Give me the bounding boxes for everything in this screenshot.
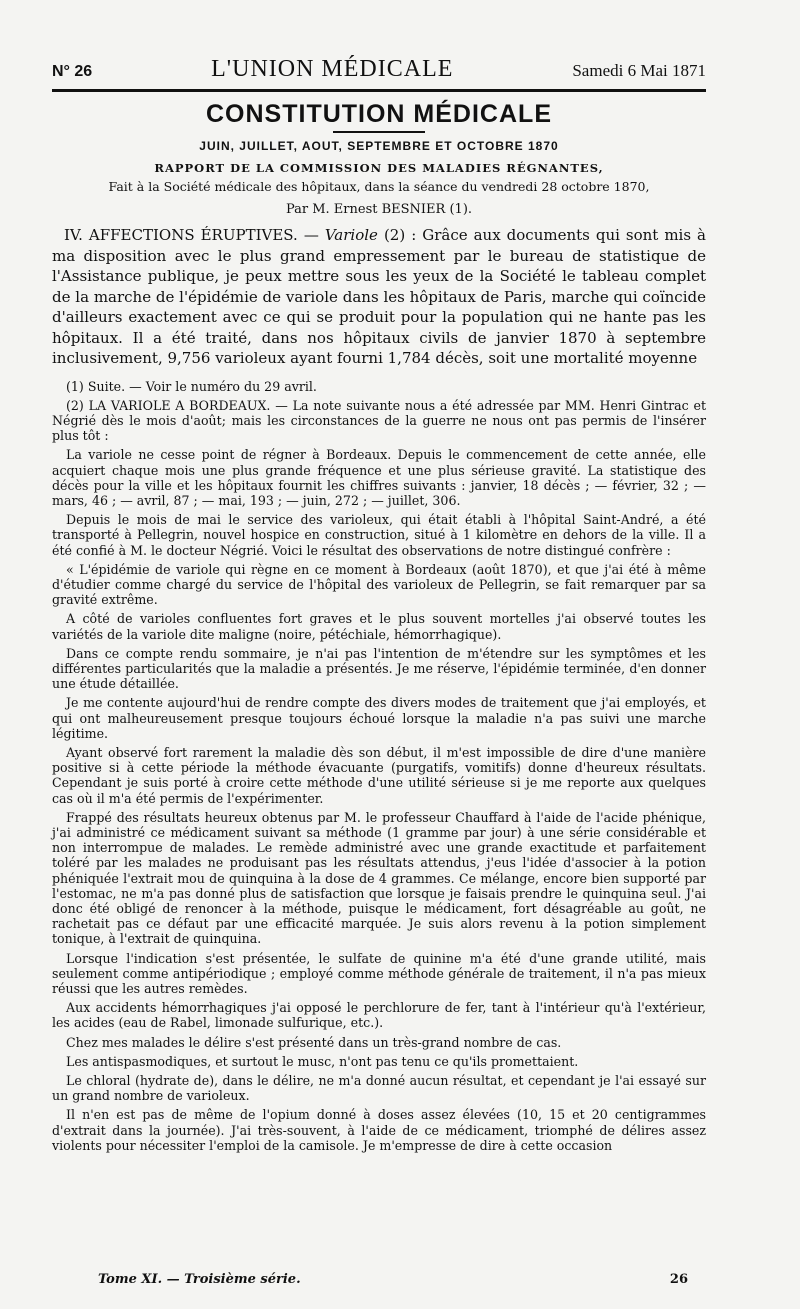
section-heading: IV. AFFECTIONS ÉRUPTIVES.: [64, 226, 298, 244]
footnote-paragraph: Les antispasmodiques, et surtout le musc, n'ont pas tenu ce qu'ils promettaient.: [66, 1053, 579, 1069]
report-title: RAPPORT DE LA COMMISSION DES MALADIES RÉGNANTES,: [154, 161, 604, 175]
report-line: Fait à la Société médicale des hôpitaux, dans la séance du vendredi 28 octobre 1870,: [108, 179, 650, 194]
section-text: : Grâce aux documents qui sont mis à ma disposition avec le plus grand empressement par le bureau de statistique de l'Assistance publique, je peux mettre sous les yeux de la Société le tableau complet de la marche de l'épidémie de variole dans les hôpitaux de Paris, marche qui coïncide d'ailleurs exactement avec ce qui se produit pour la population qui ne hante pas les hôpitaux. Il a été traité, dans nos hôpitaux civils de janvier 1870 à septembre inclusivement, 9,756 varioleux ayant fourni 1,784 décès, soit une mortalité moyenne: [52, 226, 706, 367]
footnote-paragraph: Je me contente aujourd'hui de rendre compte des divers modes de traitement que j'ai employés, et qui ont malheureusement presque toujours échoué lorsque la maladie n'a pas suivi une marche légitime.: [52, 695, 706, 741]
footnote-paragraph: Depuis le mois de mai le service des varioleux, qui était établi à l'hôpital Saint-André, a été transporté à Pellegrin, nouvel hospice en construction, situé à 1 kilomètre en dehors de la ville. Il a été confié à M. le docteur Négrié. Voici le résultat des observations de notre distingué confrère :: [52, 512, 706, 558]
issue-date: Samedi 6 Mai 1871: [572, 61, 706, 80]
volume-label: Tome XI. — Troisième série.: [98, 1272, 301, 1287]
page-number: 26: [669, 1272, 688, 1287]
footnotes: [52, 379, 706, 1154]
footnote-paragraph: Lorsque l'indication s'est présentée, le sulfate de quinine m'a été d'une grande utilité, mais seulement comme antipériodique ; employé comme méthode générale de traitement, il n'a pas mieux réussi que les autres remèdes.: [52, 950, 706, 997]
dash: —: [303, 226, 325, 244]
footnote-paragraph: Il n'en est pas de même de l'opium donné à doses assez élevées (10, 15 et 20 centigrammes d'extrait dans la journée). J'ai très-souvent, à l'aide de ce médicament, triomphé de délires assez violents pour nécessiter l'emploi de la camisole. Je m'empresse de dire à cette occasion: [52, 1107, 706, 1153]
footnote-2-label: (2) LA VARIOLE A BORDEAUX.: [66, 397, 271, 413]
footnote-1: (1) Suite. — Voir le numéro du 29 avril.: [66, 378, 317, 394]
footnote-paragraph: Le chloral (hydrate de), dans le délire, ne m'a donné aucun résultat, et cependant je l'ai essayé sur un grand nombre de varioleux.: [52, 1073, 706, 1104]
footnote-paragraph: Aux accidents hémorrhagiques j'ai opposé le perchlorure de fer, tant à l'intérieur qu'à l'extérieur, les acides (eau de Rabel, limonade sulfurique, etc.).: [52, 1000, 706, 1031]
article-months: JUIN, JUILLET, AOUT, SEPTEMBRE ET OCTOBRE 1870: [199, 139, 559, 153]
footnote-paragraph: Chez mes malades le délire s'est présenté dans un très-grand nombre de cas.: [66, 1034, 562, 1050]
author-line: Par M. Ernest BESNIER (1).: [285, 202, 473, 217]
issue-number: N° 26: [52, 63, 93, 80]
section-note-ref: (2): [383, 226, 406, 244]
footnote-paragraph: Dans ce compte rendu sommaire, je n'ai pas l'intention de m'étendre sur les symptômes et les différentes particularités que la maladie a présentés. Je me réserve, l'épidémie terminée, d'en donner une étude détaillée.: [52, 645, 706, 692]
page-footer: [98, 1272, 688, 1287]
section-paragraph: [52, 225, 706, 369]
footnote-2-text: — La note suivante nous a été adressée par MM. Henri Gintrac et Négrié dès le mois d'août; mais les circonstances de la guerre ne nous ont pas permis de l'insérer plus tôt :: [52, 397, 706, 444]
title-rule: [333, 131, 425, 133]
footnote-paragraph: « L'épidémie de variole qui règne en ce moment à Bordeaux (août 1870), et que j'ai été à même d'étudier comme chargé du service de l'hôpital des varioleux de Pellegrin, se fait remarquer par sa gravité extrême.: [52, 561, 706, 608]
footnote-paragraph: A côté de varioles confluentes fort graves et le plus souvent mortelles j'ai observé toutes les variétés de la variole dite maligne (noire, pétéchiale, hémorrhagique).: [52, 611, 706, 642]
footnote-paragraph: Frappé des résultats heureux obtenus par M. le professeur Chauffard à l'aide de l'acide phénique, j'ai administré ce médicament suivant sa méthode (1 gramme par jour) à une série considérable et non interrompue de malades. Le remède administré avec une grande exactitude et parfaitement toléré par les malades ne produisant pas les résultats attendus, j'eus l'idée d'associer à la potion phéniquée l'extrait mou de quinquina à la dose de 4 grammes. Ce mélange, encore bien supporté par l'estomac, ne m'a pas donné plus de satisfaction que lorsque je faisais prendre le quinquina seul. J'ai donc été obligé de renoncer à la méthode, puisque le médicament, fort désagréable au goût, ne rachetait pas ce défaut par une efficacité marquée. Je suis alors revenu à la potion simplement tonique, à l'extrait de quinquina.: [52, 809, 706, 947]
section-subject: Variole: [324, 226, 378, 244]
masthead: [52, 56, 706, 92]
footnote-paragraph: La variole ne cesse point de régner à Bordeaux. Depuis le commencement de cette année, elle acquiert chaque mois une plus grande fréquence et une plus sérieuse gravité. La statistique des décès pour la ville et les hôpitaux fournit les chiffres suivants : janvier, 18 décès ; — février, 32 ; — mars, 46 ; — avril, 87 ; — mai, 193 ; — juin, 272 ; — juillet, 306.: [52, 447, 706, 508]
footnote-paragraph: Ayant observé fort rarement la maladie dès son début, il m'est impossible de dire d'une manière positive si à cette période la méthode évacuante (purgatifs, vomitifs) donne d'heureux résultats. Cependant je suis porté à croire cette méthode d'une utilité sérieuse si je me reporte aux quelques cas où il m'a été permis de l'expérimenter.: [52, 744, 706, 806]
footnote-2: [52, 398, 706, 444]
article-title: CONSTITUTION MÉDICALE: [206, 100, 552, 128]
journal-title: L'UNION MÉDICALE: [211, 56, 454, 82]
